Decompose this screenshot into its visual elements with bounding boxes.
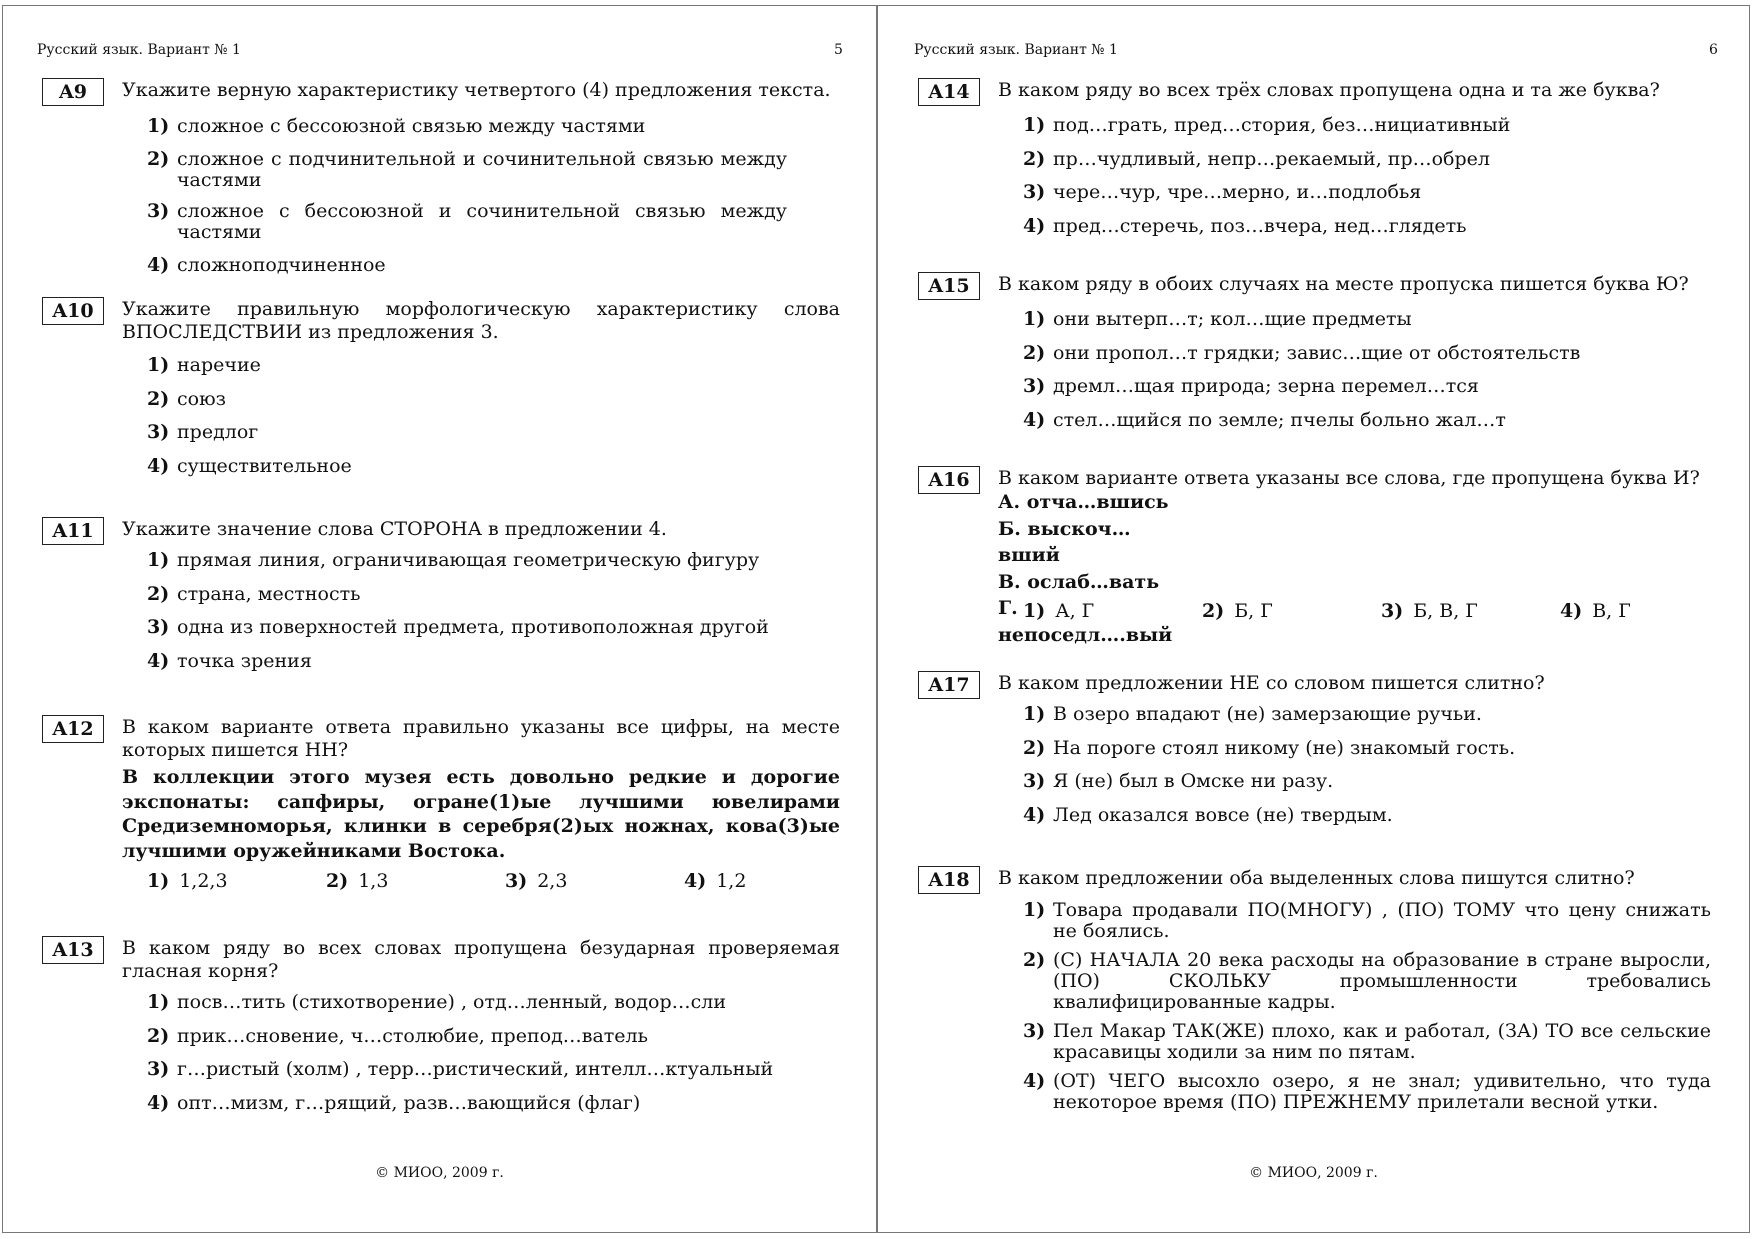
page-footer: © МИОО, 2009 г. [375, 1165, 504, 1181]
question-text: Укажите правильную морфологическую характеристику слова ВПОСЛЕДСТВИИ из предложения 3. [122, 298, 840, 343]
question-code: A11 [42, 517, 104, 545]
options-list [147, 992, 787, 1126]
question-text: В каком предложении НЕ со словом пишется слитно? [998, 672, 1545, 694]
question-text: В каком варианте ответа указаны все слова, где пропущена буква И? [998, 467, 1700, 489]
option: 3) предлог [147, 421, 259, 443]
option: 4) точка зрения [147, 649, 312, 672]
question-text: В каком варианте ответа правильно указаны все цифры, на месте которых пишется НН? [122, 716, 840, 761]
option: 2) страна, местность [147, 582, 361, 605]
left-page [2, 5, 877, 1233]
question-text: В каком ряду во всех словах пропущена безударная проверяемая гласная корня? [122, 937, 840, 982]
question-code: A13 [42, 936, 104, 964]
option: 1) Товара продавали ПО(МНОГУ) , (ПО) ТОМУ что цену снижать не боялись. [1023, 899, 1711, 942]
question-code: A12 [42, 715, 104, 743]
answer-option: 1) А, Г [1023, 600, 1095, 622]
question-text: В каком предложении оба выделенных слова пишутся слитно? [998, 867, 1635, 889]
answer-row [1023, 600, 1663, 624]
page-number: 6 [1709, 42, 1718, 58]
option: 4) пред…стеречь, поз…вчера, нед…глядеть [1023, 214, 1467, 237]
option: 3) сложное с бессоюзной и сочинительной связью между частями [147, 200, 787, 243]
options-list [1023, 704, 1683, 838]
option: 3) Пел Макар ТАК(ЖЕ) плохо, как и работал, (ЗА) ТО все сельские красавицы ходили за ним по пятам. [1023, 1020, 1711, 1063]
options-list [147, 550, 787, 684]
question-text: Укажите верную характеристику четвертого (4) предложения текста. [122, 79, 831, 101]
option: 2) (С) НАЧАЛА 20 века расходы на образование в стране выросли, (ПО) СКОЛЬКУ промышленности требовались квалифицированные кадры. [1023, 949, 1711, 1013]
option: 2) они пропол…т грядки; завис…щие от обстоятельств [1023, 341, 1581, 364]
question-code: A18 [918, 866, 980, 894]
answer-option: 4) В, Г [1560, 600, 1631, 622]
option: 4) Лед оказался вовсе (не) твердым. [1023, 803, 1393, 826]
options-list [1023, 900, 1711, 1125]
option: 4) стел…щийся по земле; пчелы больно жал…т [1023, 408, 1506, 431]
option: 3) Я (не) был в Омске ни разу. [1023, 770, 1334, 792]
option: 4) существительное [147, 454, 352, 477]
answer-option: 4) 1,2 [684, 870, 747, 892]
word-item: В. ослаб…вать [998, 570, 1160, 593]
question-code: A15 [918, 272, 980, 300]
options-list [147, 355, 747, 489]
option: 2) прик…сновение, ч…столюбие, препод…ватель [147, 1024, 648, 1047]
word-item: А. отча…вшись [998, 491, 1169, 513]
right-page [877, 5, 1750, 1233]
options-list [1023, 115, 1683, 249]
answer-option: 3) Б, В, Г [1381, 600, 1478, 622]
page-header: Русский язык. Вариант № 1 [914, 42, 1118, 58]
option: 3) г…ристый (холм) , терр…ристический, интелл…ктуальный [147, 1058, 774, 1080]
option: 2) пр…чудливый, непр…рекаемый, пр…обрел [1023, 147, 1490, 170]
question-code: A16 [918, 466, 980, 494]
options-list [1023, 309, 1683, 443]
example-sentence: В коллекции этого музея есть довольно редкие и дорогие экспонаты: сапфиры, огране(1)ые лучшими ювелирами Средиземноморья, клинки в серебря(2)ых ножнах, кова(3)ые лучшими оружейниками Востока. [122, 766, 840, 862]
question-text: В каком ряду в обоих случаях на месте пропуска пишется буква Ю? [998, 273, 1689, 295]
option: 2) На пороге стоял никому (не) знакомый гость. [1023, 736, 1516, 759]
answer-option: 2) 1,3 [326, 870, 389, 892]
option: 4) сложноподчиненное [147, 254, 386, 276]
page-number: 5 [834, 42, 843, 58]
question-code: A9 [42, 78, 104, 106]
options-list [147, 116, 787, 288]
page-footer: © МИОО, 2009 г. [1249, 1165, 1378, 1181]
answer-option: 2) Б, Г [1202, 600, 1273, 622]
answer-row [147, 870, 767, 894]
question-code: A10 [42, 297, 104, 325]
option: 1) наречие [147, 354, 261, 376]
option: 1) прямая линия, ограничивающая геометрическую фигуру [147, 549, 760, 571]
answer-option: 1) 1,2,3 [147, 870, 228, 892]
option: 1) посв…тить (стихотворение) , отд…ленный, водор…сли [147, 991, 727, 1013]
option: 1) они вытерп…т; кол…щие предметы [1023, 308, 1412, 330]
option: 1) В озеро впадают (не) замерзающие ручьи. [1023, 703, 1482, 725]
option: 1) сложное с бессоюзной связью между частями [147, 115, 646, 137]
question-text: Укажите значение слова СТОРОНА в предложении 4. [122, 518, 667, 540]
option: 2) сложное с подчинительной и сочинительной связью между частями [147, 148, 787, 191]
option: 4) опт…мизм, г…рящий, разв…вающийся (флаг) [147, 1091, 641, 1114]
question-text: В каком ряду во всех трёх словах пропущена одна и та же буква? [998, 79, 1660, 101]
page-header: Русский язык. Вариант № 1 [37, 42, 241, 58]
option: 3) чере…чур, чре…мерно, и…подлобья [1023, 181, 1422, 203]
option: 2) союз [147, 387, 226, 410]
word-item: Б. выскоч…вший [998, 517, 1131, 566]
option: 3) дремл…щая природа; зерна перемел…тся [1023, 375, 1479, 397]
question-code: A17 [918, 671, 980, 699]
question-code: A14 [918, 78, 980, 106]
option: 4) (ОТ) ЧЕГО высохло озеро, я не знал; удивительно, что туда некоторое время (ПО) ПРЕЖНЕМУ прилетали весной утки. [1023, 1070, 1711, 1113]
option: 1) под…грать, пред…стория, без…нициативный [1023, 114, 1511, 136]
option: 3) одна из поверхностей предмета, противоположная другой [147, 616, 769, 638]
word-item: Г. непоседл….вый [998, 597, 1173, 646]
answer-option: 3) 2,3 [505, 870, 568, 892]
word-list [998, 489, 1172, 648]
